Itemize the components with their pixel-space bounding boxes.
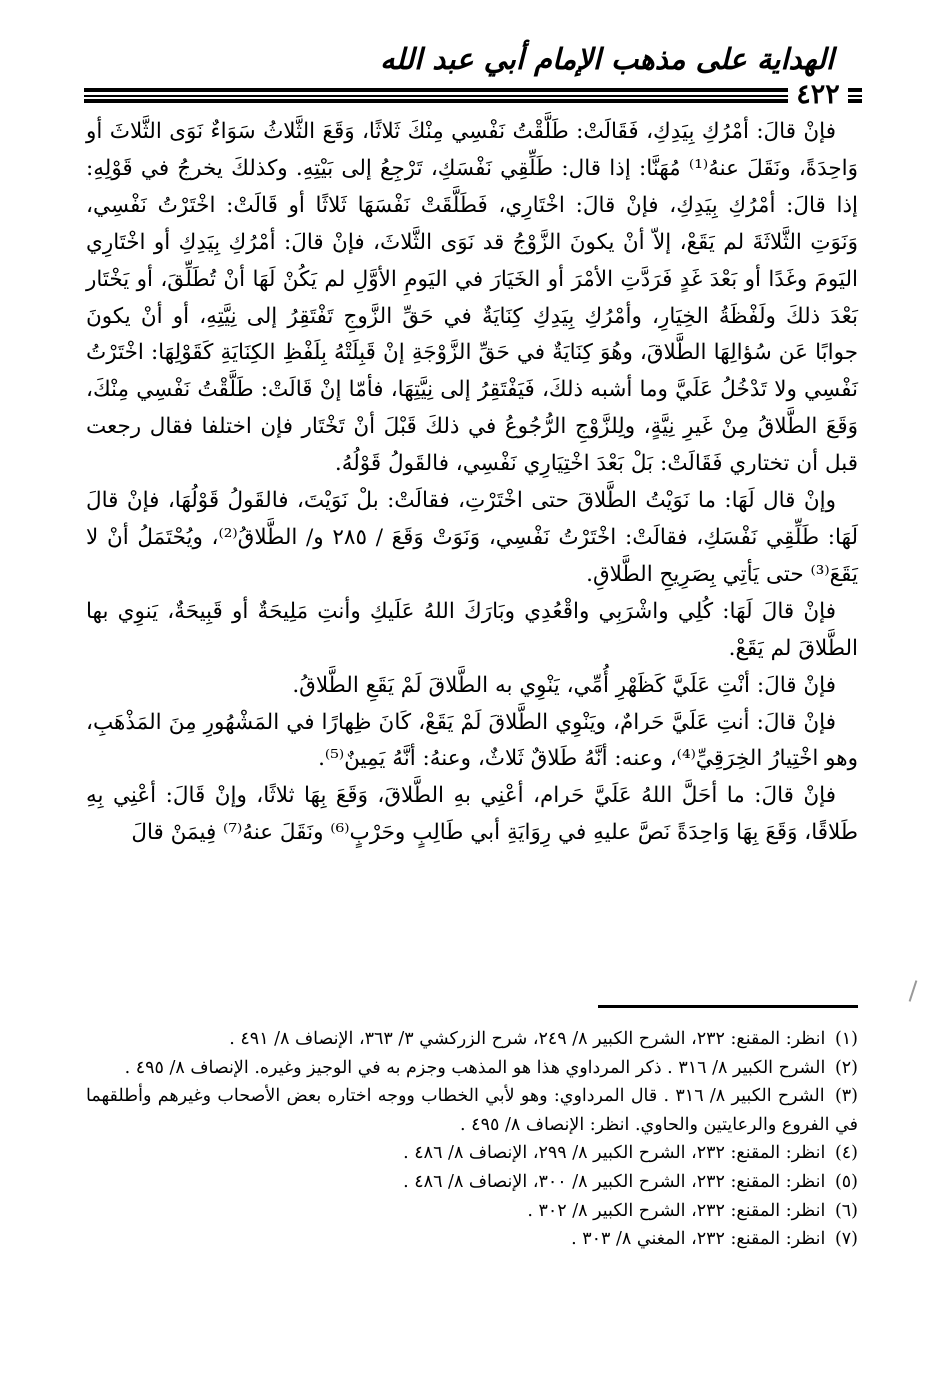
footnote-number: (٢) xyxy=(834,1057,858,1078)
header-rule-top xyxy=(84,88,862,92)
footnotes xyxy=(86,1025,858,1254)
footnote-separator xyxy=(598,1005,858,1008)
header-rule-bottom xyxy=(84,99,862,103)
paragraph: فإنْ قالَ: أنْتِ عَلَيَّ كَظَهْرِ أُمِّي، يَنْوِي به الطَّلاقَ لَمْ يَقَعِ الطَّلاقُ. xyxy=(292,672,836,698)
footnote-text: انظر: المقنع: ٢٣٢، الشرح الكبير ٨/ ٣٠٠، الإنصاف ٨/ ٤٨٦ . xyxy=(403,1171,826,1192)
footnote-text: انظر: المقنع: ٢٣٢، المغني ٨/ ٣٠٣ . xyxy=(571,1229,826,1250)
footnote xyxy=(86,1225,858,1254)
footnote-number: (٦) xyxy=(834,1200,858,1221)
footnote-number: (٧) xyxy=(834,1229,858,1250)
footnote xyxy=(86,1025,858,1054)
scan-edge-mark xyxy=(909,980,918,1002)
footnote-number: (٤) xyxy=(834,1143,858,1164)
paragraph: فإنْ قالَ: أمْرُكِ بِيَدِكِ، فَقَالَتْ: طَلَّقْتُ نَفْسِي مِنْكَ ثَلاثًا، وَقَعَ الثَّلاثُ سَوَاءٌ نَوَى الثَّلاثَ أو وَاحِدَةً، ونَقَلَ عنهُ⁽¹⁾ مُهَنَّا: إذا قال: طَلِّقِي نَفْسَكِ، تَرْجِعُ إلى بَيْتِهِ. وكذلكَ يخرجُ في قَوْلِهِ: إذا قالَ: أمْرُكِ بِيَدِكِ، فإنْ قالَ: اخْتَارِي، فَطَلَّقَتْ نَفْسَهَا ثَلاثًا أو قَالَتْ: اخْتَرْتُ نَفْسِي، وَنَوَتِ الثَّلاثَةَ لم يَقَعْ، إلاّ أنْ يكونَ الزَّوْجُ قد نَوَى الثَّلاثَ، فإنْ قالَ: أمْرُكِ بِيَدِكِ أو اخْتَارِي اليَومَ وغَدًا أو بَعْدَ غَدٍ فَرَدَّتِ الأمْرَ أو الخَيَارَ في اليَومِ الأوَّلِ لم يَكُنْ لَهَا أنْ تُطَلِّقَ، أو يَخْتَار بَعْدَ ذلكَ ولَفْظَةُ الخِيَارِ، وأمْرُكِ بِيَدِكِ كِنَايَةٌ في حَقِّ الزَّوجِ تَفْتَقِرُ إلى نِيَّتِهِ، أو أنْ يكونَ جوابًا عَن سُؤالِهَا الطَّلاقَ، وهُوَ كِنَايَةٌ في حَقِّ الزَّوْجَةِ إنْ قَبِلَتْهُ بِلَفْظِ الكِنَايَةِ كَقَوْلِهَا: اخْتَرْتُ نَفْسِي ولا تَدْخُلُ عَلَيَّ وما أشبه ذلكَ، فَيَفْتَقِرُ إلى نِيَّتِهَا، فأمّا إنْ قَالَتْ: طَلَّقْتُ نَفْسِي مِنْكَ، وَقَعَ الطَّلاقُ مِنْ غَيرِ نِيَّةٍ، ولِلزَّوْجِ الرُّجُوعُ في ذلكَ قَبْلَ أنْ تَخْتَار فإن اختلفا فقال رجعت قبل أن تختاري فَقَالَتْ: بَلْ بَعْدَ اخْتِيَارِي نَفْسِي، فالقَولُ قَوْلُهُ. xyxy=(86,119,859,477)
paragraph: فإنْ قالَ: أنتِ عَلَيَّ حَرامٌ، ويَنْوِي الطَّلاقَ لَمْ يَقَعْ، كَانَ ظِهارًا في المَشْهُورِ مِنَ المَذْهَبِ، وهو اخْتِيارُ الخِرَقِيِّ⁽⁴⁾، وعنه: أنَّهُ طَلاقٌ ثَلاثٌ، وعنهُ: أنَّهُ يَمِينٌ⁽⁵⁾. xyxy=(86,709,858,772)
paragraph: فإنْ قالَ: ما أحَلَّ اللهُ عَلَيَّ حَرام، أعْنِي بهِ الطَّلاقَ، وَقَعَ بِهَا ثلاثًا، وإنْ قَالَ: أعْنِي بِهِ طَلاقًا، وَقَعَ بِهَا وَاحِدَةً نَصَّ عليهِ في رِوَايَةِ أبي طَالِبٍ وحَرْبٍ⁽⁶⁾ ونَقَلَ عنهُ⁽⁷⁾ فِيمَنْ قالَ xyxy=(86,783,858,846)
footnote-text: الشرح الكبير ٨/ ٣١٦ . ذكر المرداوي هذا هو المذهب وجزم به في الوجيز وغيره. الإنصاف ٨/ ٤٩٥ . xyxy=(124,1057,826,1078)
main-text xyxy=(86,114,858,852)
header-rule-middle xyxy=(84,95,862,97)
footnote-text: الشرح الكبير ٨/ ٣١٦ . قال المرداوي: وهو لأبي الخطاب ووجه اختاره بعض الأصحاب وغيرهم وأطلقهما في الفروع والرعايتين والحاوي. انظر: الإنصاف ٨/ ٤٩٥ . xyxy=(86,1086,858,1135)
footnote xyxy=(86,1197,858,1226)
footnote-text: انظر: المقنع: ٢٣٢، الشرح الكبير ٨/ ٢٩٩، الإنصاف ٨/ ٤٨٦ . xyxy=(403,1143,826,1164)
footnote xyxy=(86,1139,858,1168)
footnote xyxy=(86,1082,858,1139)
footnote xyxy=(86,1168,858,1197)
footnote xyxy=(86,1054,858,1083)
footnote-number: (٥) xyxy=(834,1171,858,1192)
footnote-text: انظر: المقنع: ٢٣٢، الشرح الكبير ٨/ ٣٠٢ . xyxy=(527,1200,826,1221)
footnote-number: (٣) xyxy=(834,1086,858,1107)
paragraph: فإنْ قالَ لَهَا: كُلِي واشْرَبِي واقْعُدِي وبَارَكَ اللهُ عَلَيكِ وأنتِ مَلِيحَةٌ أو قَبِيحَةٌ، يَنوِي بها الطَّلاقَ لم يَقَعْ. xyxy=(86,598,858,661)
paragraph: وإنْ قال لَهَا: ما نَوَيْتُ الطَّلاقَ حتى اخْتَرْتِ، فقالَتْ: بلْ نَوَيْتَ، فالقَولُ قَوْلُهَا، فإنْ قالَ لَهَا: طَلِّقِي نَفْسَكِ، فقالَتْ: اخْتَرْتُ نَفْسِي، وَنَوَتْ وَقَعَ / ٢٨٥ و/ الطَّلاقُ⁽²⁾، ويُحْتَمَلُ أنْ لا يَقَعَ⁽³⁾ حتى يَأتِي بِصَرِيحِ الطَّلاقِ. xyxy=(86,488,859,587)
footnote-text: انظر: المقنع: ٢٣٢، الشرح الكبير ٨/ ٢٤٩، شرح الزركشي ٣/ ٣٦٣، الإنصاف ٨/ ٤٩١ . xyxy=(229,1029,826,1049)
running-title: الهداية على مذهب الإمام أبي عبد الله xyxy=(380,42,834,76)
footnote-number: (١) xyxy=(834,1029,858,1049)
page-number: ٤٢٢ xyxy=(788,80,848,110)
